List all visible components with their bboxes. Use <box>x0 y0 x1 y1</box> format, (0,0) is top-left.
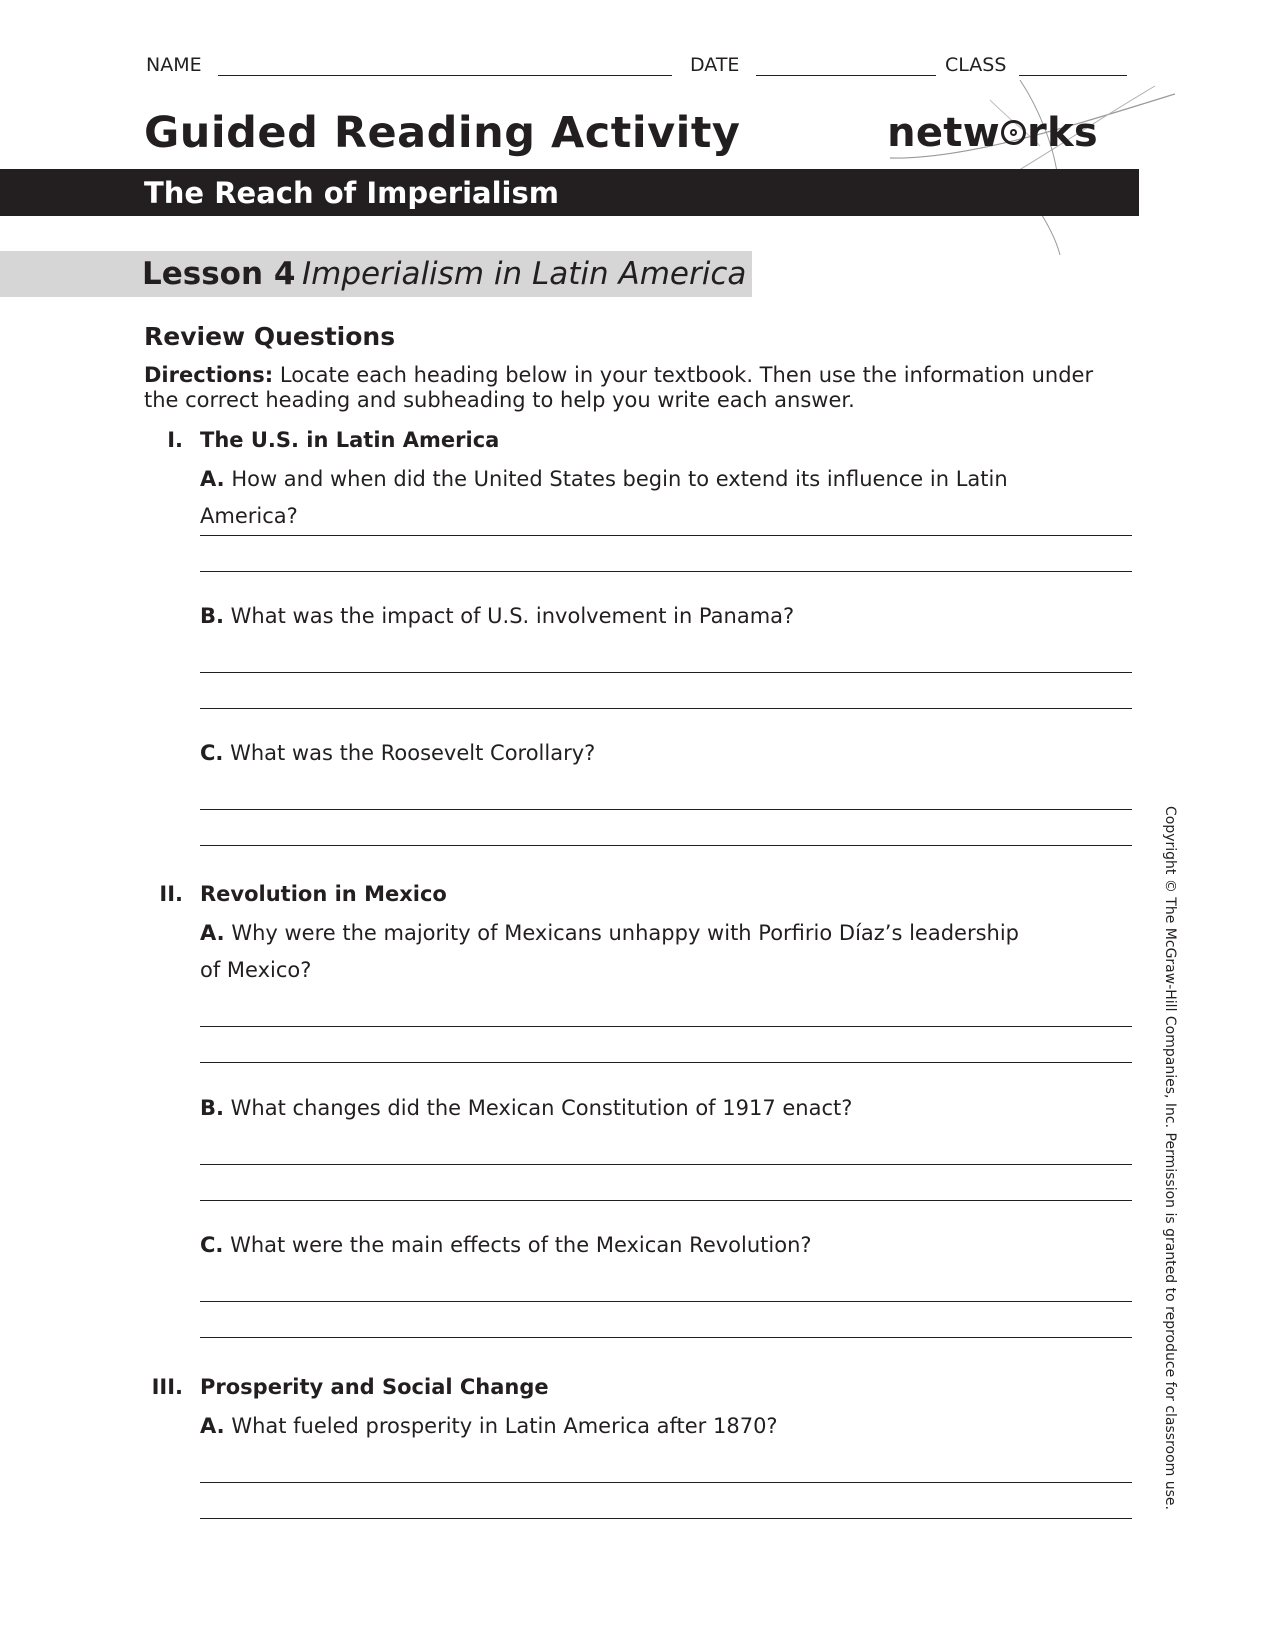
section-title: Revolution in Mexico <box>200 882 447 906</box>
answer-line[interactable] <box>200 809 1132 810</box>
question <box>200 1227 1070 1264</box>
question-text: What fueled prosperity in Latin America after 1870? <box>231 1414 778 1438</box>
answer-line[interactable] <box>200 845 1132 846</box>
question <box>200 1090 1070 1127</box>
question-letter: A. <box>200 921 225 945</box>
question <box>200 735 1070 772</box>
date-field[interactable] <box>756 75 936 76</box>
copyright-notice: Copyright © The McGraw-Hill Companies, Inc. Permission is granted to reproduce for classroom use. <box>1162 806 1178 1510</box>
class-label: CLASS <box>945 54 1007 76</box>
question-letter: B. <box>200 604 224 628</box>
name-label: NAME <box>146 54 202 76</box>
question-letter: A. <box>200 467 225 491</box>
section-numeral: I. <box>167 428 183 452</box>
answer-line[interactable] <box>200 1337 1132 1338</box>
question-letter: C. <box>200 741 224 765</box>
question <box>200 915 1035 989</box>
name-field[interactable] <box>218 75 672 76</box>
date-label: DATE <box>690 54 740 76</box>
answer-line[interactable] <box>200 1301 1132 1302</box>
section-numeral: II. <box>159 882 183 906</box>
question-text: What were the main effects of the Mexican Revolution? <box>230 1233 812 1257</box>
answer-line[interactable] <box>200 1200 1132 1201</box>
question <box>200 461 1070 535</box>
answer-line[interactable] <box>200 1164 1132 1165</box>
answer-line[interactable] <box>200 571 1132 572</box>
review-heading: Review Questions <box>144 322 396 351</box>
answer-line[interactable] <box>200 1482 1132 1483</box>
question-text: What was the Roosevelt Corollary? <box>230 741 596 765</box>
answer-line[interactable] <box>200 672 1132 673</box>
question-text: What changes did the Mexican Constitution of 1917 enact? <box>230 1096 853 1120</box>
page-title: Guided Reading Activity <box>144 108 741 158</box>
logo-text-suffix: rks <box>1026 110 1098 156</box>
answer-line[interactable] <box>200 1026 1132 1027</box>
question-text: How and when did the United States begin to extend its influence in Latin America? <box>200 467 1008 528</box>
logo-circle-icon <box>1001 120 1026 145</box>
question-letter: B. <box>200 1096 224 1120</box>
question <box>200 1408 1070 1445</box>
answer-line[interactable] <box>200 535 1132 536</box>
class-field[interactable] <box>1019 75 1127 76</box>
directions <box>144 363 1124 413</box>
section-title: The U.S. in Latin America <box>200 428 500 452</box>
directions-text: Locate each heading below in your textbook. Then use the information under the correct heading and subheading to help you write each answer. <box>144 363 1094 412</box>
section-numeral: III. <box>151 1375 183 1399</box>
lesson-number: Lesson 4 <box>142 256 296 292</box>
question <box>200 598 1070 635</box>
answer-line[interactable] <box>200 708 1132 709</box>
question-letter: A. <box>200 1414 225 1438</box>
directions-label: Directions: <box>144 363 274 387</box>
chapter-title: The Reach of Imperialism <box>144 176 559 210</box>
question-text: Why were the majority of Mexicans unhappy with Porfirio Díaz’s leadership of Mexico? <box>200 921 1020 982</box>
answer-line[interactable] <box>200 1518 1132 1519</box>
question-letter: C. <box>200 1233 224 1257</box>
question-text: What was the impact of U.S. involvement in Panama? <box>230 604 795 628</box>
answer-line[interactable] <box>200 1062 1132 1063</box>
section-title: Prosperity and Social Change <box>200 1375 549 1399</box>
lesson-title: Imperialism in Latin America <box>302 256 747 292</box>
logo-text-prefix: netw <box>887 110 1000 156</box>
networks-logo <box>887 110 1098 156</box>
